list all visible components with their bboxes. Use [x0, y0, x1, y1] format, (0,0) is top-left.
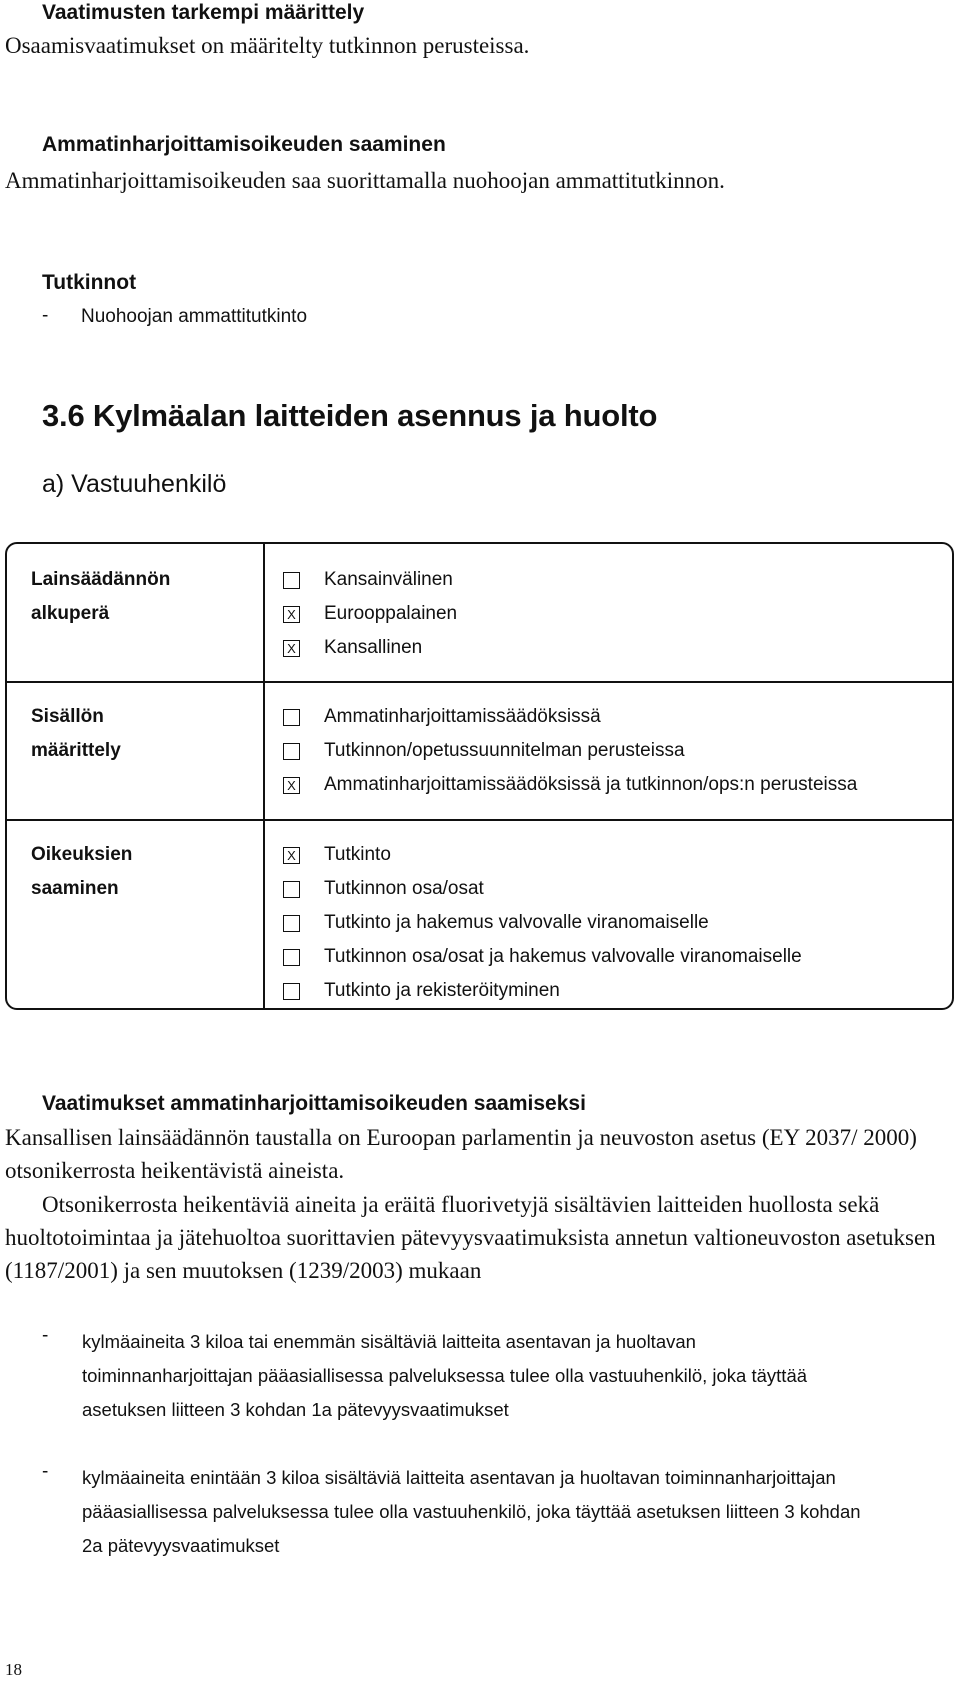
requirement-item — [42, 1325, 902, 1427]
checkbox-unchecked[interactable] — [283, 572, 300, 589]
option-tutkinnon-opetussuunnitelman-perusteissa[interactable] — [283, 734, 685, 768]
tutkinnot-dash: - — [42, 305, 49, 326]
option-label: Kansainvälinen — [324, 569, 453, 590]
option-osat-ja-hakemus[interactable] — [283, 940, 802, 974]
row-label-line: määrittely — [31, 740, 121, 761]
option-kansallinen[interactable] — [283, 631, 422, 665]
heading-ammatinharjoittamisoikeus: Ammatinharjoittamisoikeuden saaminen — [42, 133, 446, 156]
option-label: Tutkinto ja hakemus valvovalle viranomaiselle — [324, 912, 709, 933]
option-label: Ammatinharjoittamissäädöksissä — [324, 706, 601, 727]
row-label-sisallon-maarittely — [31, 700, 121, 768]
option-label: Tutkinnon osa/osat — [324, 878, 484, 899]
option-kansainvalinen[interactable] — [283, 563, 453, 597]
option-tutkinnon-osa-osat[interactable] — [283, 872, 484, 906]
option-label: Tutkinnon/opetussuunnitelman perusteissa — [324, 740, 685, 761]
table-row-divider — [7, 681, 952, 683]
option-label: Eurooppalainen — [324, 603, 458, 624]
row-label-line: Oikeuksien — [31, 844, 133, 865]
checkbox-unchecked[interactable] — [283, 881, 300, 898]
heading-vaatimusten: Vaatimusten tarkempi määrittely — [42, 1, 365, 24]
tutkinnot-item: Nuohoojan ammattitutkinto — [81, 306, 308, 327]
option-saadokset-ja-perusteet[interactable] — [283, 768, 857, 802]
row-label-line: saaminen — [31, 878, 119, 899]
criteria-table — [5, 542, 954, 1010]
checkbox-checked[interactable]: X — [283, 777, 300, 794]
option-label: Kansallinen — [324, 637, 423, 658]
option-ammatinharjoittamissaadoksissa[interactable] — [283, 700, 601, 734]
row-label-lainsaadannon-alkupera — [31, 563, 170, 631]
checkbox-unchecked[interactable] — [283, 949, 300, 966]
option-eurooppalainen[interactable] — [283, 597, 457, 631]
checkbox-unchecked[interactable] — [283, 983, 300, 1000]
requirement-text: kylmäaineita 3 kiloa tai enemmän sisältäviä laitteita asentavan ja huoltavan toiminnanharjoittajan pääasiallisessa palveluksessa tulee olla vastuuhenkilö, joka täyttää asetuksen liitteen 3 kohdan 1a pätevyysvaatimukset — [82, 1331, 808, 1420]
section-title: 3.6 Kylmäalan laitteiden asennus ja huolto — [42, 398, 658, 433]
checkbox-unchecked[interactable] — [283, 915, 300, 932]
option-tutkinto[interactable] — [283, 838, 391, 872]
checkbox-checked[interactable]: X — [283, 606, 300, 623]
text-ammatinharjoittamisoikeus: Ammatinharjoittamisoikeuden saa suorittamalla nuohoojan ammattitutkinnon. — [5, 168, 725, 193]
option-label: Tutkinnon osa/osat ja hakemus valvovalle viranomaiselle — [324, 946, 802, 967]
row-label-line: Lainsäädännön — [31, 569, 171, 590]
row-label-oikeuksien-saaminen — [31, 838, 132, 906]
row-label-line: Sisällön — [31, 706, 104, 727]
text-vaatimusten: Osaamisvaatimukset on määritelty tutkinnon perusteissa. — [5, 33, 530, 58]
list-dash: - — [42, 1461, 49, 1482]
checkbox-unchecked[interactable] — [283, 743, 300, 760]
table-row-divider — [7, 819, 952, 821]
option-label: Tutkinto — [324, 844, 391, 865]
option-tutkinto-ja-hakemus[interactable] — [283, 906, 709, 940]
checkbox-checked[interactable]: X — [283, 640, 300, 657]
row-label-line: alkuperä — [31, 603, 110, 624]
option-label: Tutkinto ja rekisteröityminen — [324, 980, 560, 1001]
page-number: 18 — [5, 1660, 22, 1679]
requirement-text: kylmäaineita enintään 3 kiloa sisältäviä laitteita asentavan ja huoltavan toiminnanharjoittajan pääasiallisessa palveluksessa tulee olla vastuuhenkilö, joka täyttää asetuksen liitteen 3 kohdan 2a pätevyysvaatimukset — [82, 1467, 861, 1556]
checkbox-checked[interactable]: X — [283, 847, 300, 864]
list-dash: - — [42, 1325, 49, 1346]
table-column-divider — [263, 544, 265, 1008]
requirements-para-1: Kansallisen lainsäädännön taustalla on Euroopan parlamentin ja neuvoston asetus (EY 2037/ 2000) otsonikerrosta heikentävistä aineista. — [5, 1125, 917, 1183]
option-tutkinto-ja-rekisteroityminen[interactable] — [283, 974, 560, 1008]
option-label: Ammatinharjoittamissäädöksissä ja tutkinnon/ops:n perusteissa — [324, 774, 858, 795]
heading-tutkinnot: Tutkinnot — [42, 271, 137, 294]
heading-vaatimukset: Vaatimukset ammatinharjoittamisoikeuden saamiseksi — [42, 1092, 586, 1115]
checkbox-unchecked[interactable] — [283, 709, 300, 726]
section-subtitle: a) Vastuuhenkilö — [42, 470, 227, 498]
requirement-item — [42, 1461, 902, 1563]
requirements-para-2: Otsonikerrosta heikentäviä aineita ja eräitä fluorivetyjä sisältävien laitteiden huollosta sekä huoltotoimintaa ja jätehuoltoa suorittavien pätevyysvaatimuksista annetun valtioneuvoston asetuksen (1187/2001) ja sen muutoksen (1239/2003) mukaan — [5, 1192, 936, 1283]
